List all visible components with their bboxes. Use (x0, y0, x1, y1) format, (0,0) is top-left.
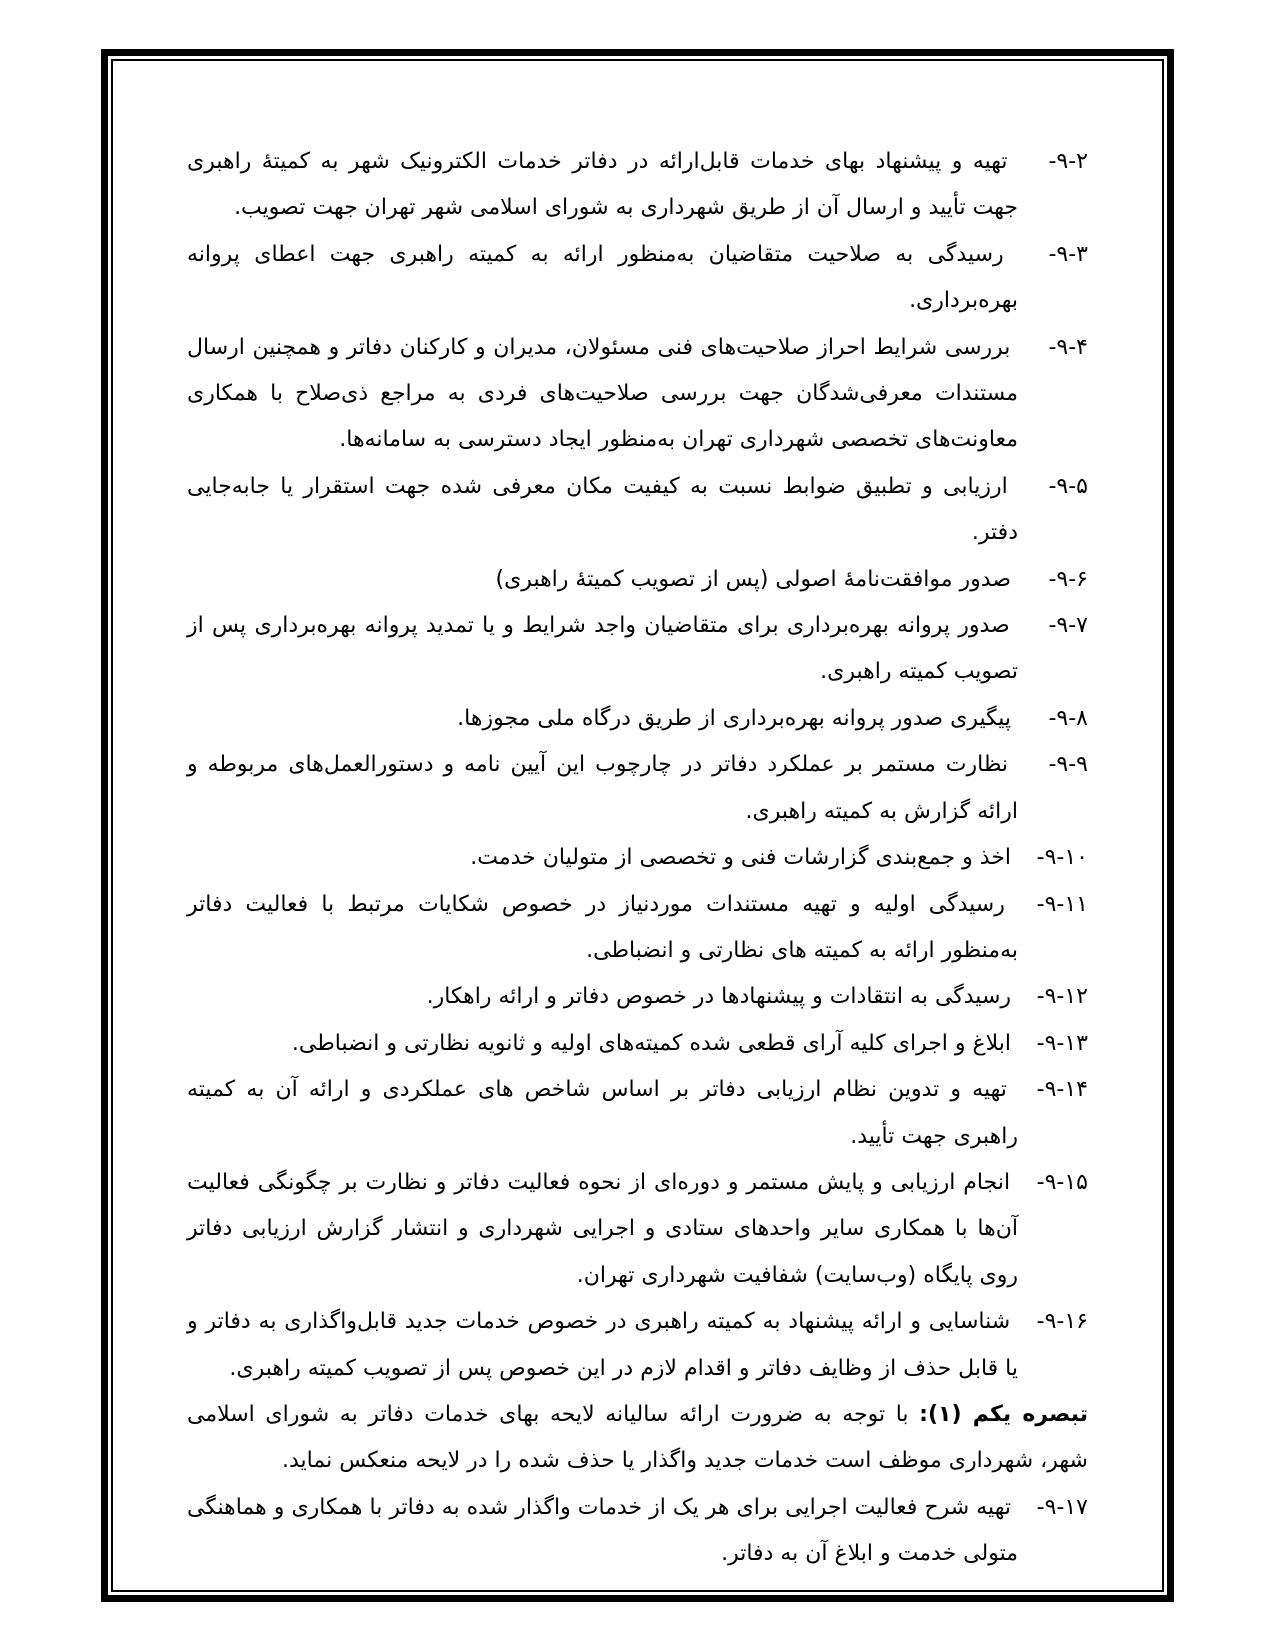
item-number: ۹-۲- (1048, 149, 1088, 174)
item-number: ۹-۱۲- (1036, 984, 1088, 1010)
item-number: ۹-۹- (1048, 752, 1088, 778)
item-number: ۹-۵- (1048, 473, 1088, 499)
item-number: ۹-۴- (1048, 334, 1088, 360)
list-item: ۹-۱۰- اخذ و جمع‌بندی گزارشات فنی و تخصصی از متولیان خدمت. (187, 835, 1088, 881)
list-item: ۹-۱۷- تهیه شرح فعالیت اجرایی برای هر یک از خدمات واگذار شده به دفاتر با همکاری و هماهنگی متولی خدمت و ابلاغ آن به دفاتر. (187, 1485, 1088, 1578)
item-number: ۹-۱۴- (1036, 1077, 1088, 1103)
list-item: ۹-۱۶- شناسایی و ارائه پیشنهاد به کمیته راهبری در خصوص خدمات جدید قابل‌واگذاری به دفاتر و یا قابل حذف از وظایف دفاتر و اقدام لازم در این خصوص پس از تصویب کمیته راهبری. (187, 1299, 1088, 1392)
list-item: ۹-۳- رسیدگی به صلاحیت متقاضیان به‌منظور ارائه به کمیته راهبری جهت اعطای پروانه بهره‌برداری. (187, 232, 1088, 325)
list-item: ۹-۸- پیگیری صدور پروانه بهره‌برداری از طریق درگاه ملی مجوزها. (187, 696, 1088, 742)
list-item: ۹-۱۳- ابلاغ و اجرای کلیه آرای قطعی شده کمیته‌های اولیه و ثانویه نظارتی و انضباطی. (187, 1021, 1088, 1067)
item-number: ۹-۸- (1048, 705, 1088, 731)
document-body (187, 139, 1088, 1578)
item-number: ۹-۷- (1048, 613, 1088, 639)
list-item: ۹-۹- نظارت مستمر بر عملکرد دفاتر در چارچوب این آیین نامه و دستورالعمل‌های مربوطه و ارائه گزارش به کمیته راهبری. (187, 742, 1088, 835)
list-item: ۹-۷- صدور پروانه بهره‌برداری برای متقاضیان واجد شرایط و یا تمدید پروانه بهره‌برداری پس از تصویب کمیته راهبری. (187, 603, 1088, 696)
list-item: ۹-۱۲- رسیدگی به انتقادات و پیشنهادها در خصوص دفاتر و ارائه راهکار. (187, 974, 1088, 1020)
item-number: ۹-۱۱- (1036, 891, 1088, 917)
list-item: ۹-۱۵- انجام ارزیابی و پایش مستمر و دوره‌ای از نحوه فعالیت دفاتر و نظارت بر چگونگی فعالیت آن‌ها با همکاری سایر واحدهای ستادی و اجرایی شهرداری و انتشار گزارش ارزیابی دفاتر روی پایگاه (وب‌سایت) شفافیت شهرداری تهران. (187, 1160, 1088, 1299)
note-paragraph: تبصره یکم (۱): با توجه به ضرورت ارائه سالیانه لایحه بهای خدمات دفاتر به شورای اسلامی شهر، شهرداری موظف است خدمات جدید واگذار یا حذف شده را در لایحه منعکس نماید. (187, 1401, 1088, 1474)
list-item: ۹-۵- ارزیابی و تطبیق ضوابط نسبت به کیفیت مکان معرفی شده جهت استقرار یا جابه‌جایی دفتر. (187, 464, 1088, 557)
list-item: ۹-۱۴- تهیه و تدوین نظام ارزیابی دفاتر بر اساس شاخص های عملکردی و ارائه آن به کمیته راهبری جهت تأیید. (187, 1067, 1088, 1160)
list-item: ۹-۱۱- رسیدگی اولیه و تهیه مستندات موردنیاز در خصوص شکایات مرتبط با فعالیت دفاتر به‌منظور ارائه به کمیته های نظارتی و انضباطی. (187, 882, 1088, 975)
item-number: ۹-۳- (1048, 241, 1088, 267)
list-item: ۹-۲- تهیه و پیشنهاد بهای خدمات قابل‌ارائه در دفاتر خدمات الکترونیک شهر به کمیتهٔ راهبری جهت تأیید و ارسال آن از طریق شهرداری به شورای اسلامی شهر تهران جهت تصویب. (187, 139, 1088, 232)
item-number: ۹-۶- (1048, 566, 1088, 592)
item-number: ۹-۱۳- (1036, 1030, 1088, 1056)
item-number: ۹-۱۷- (1036, 1494, 1088, 1520)
list-item: ۹-۴- بررسی شرایط احراز صلاحیت‌های فنی مسئولان، مدیران و کارکنان دفاتر و همچنین ارسال مستندات معرفی‌شدگان جهت بررسی صلاحیت‌های فردی به مراجع ذی‌صلاح با همکاری معاونت‌های تخصصی شهرداری تهران به‌منظور ایجاد دسترسی به سامانه‌ها. (187, 325, 1088, 464)
item-number: ۹-۱۵- (1036, 1169, 1088, 1195)
item-number: ۹-۱۶- (1036, 1309, 1088, 1335)
item-number: ۹-۱۰- (1036, 845, 1088, 871)
list-item: ۹-۶- صدور موافقت‌نامهٔ اصولی (پس از تصویب کمیتهٔ راهبری) (187, 557, 1088, 603)
note-label: تبصره یکم (۱): (919, 1401, 1088, 1427)
